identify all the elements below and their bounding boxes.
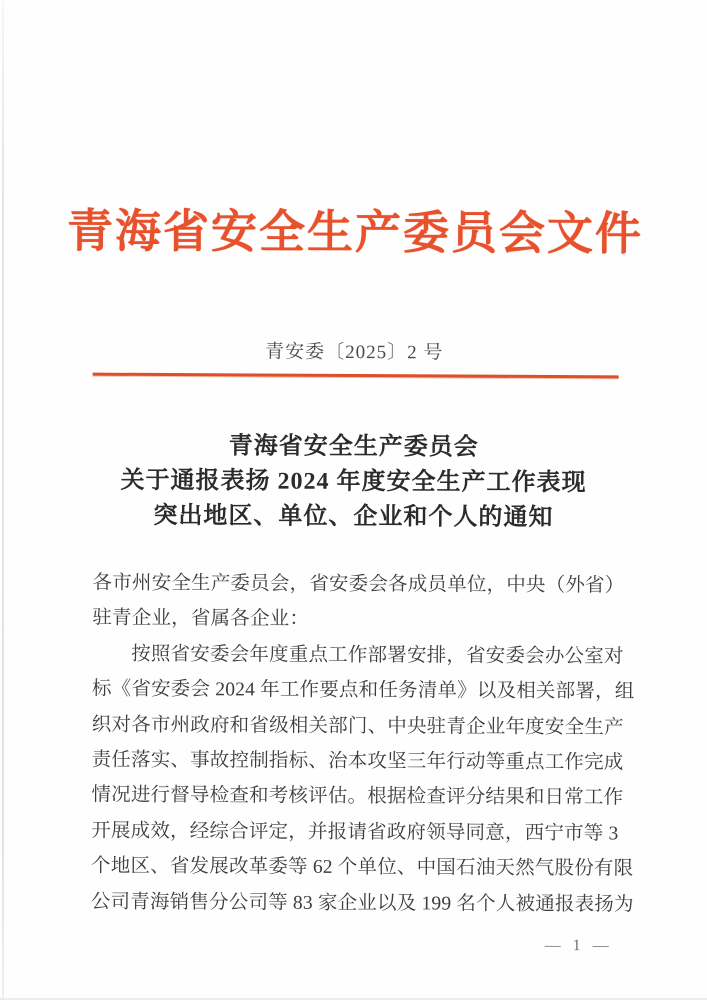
red-separator-line xyxy=(93,373,619,379)
body-line: 责任落实、事故控制指标、治本攻坚三年行动等重点工作完成 xyxy=(91,749,624,774)
body-line: 驻青企业，省属各企业： xyxy=(92,608,310,631)
document-title-line: 关于通报表扬 2024 年度安全生产工作表现 xyxy=(120,467,587,497)
body-line: 标《省安委会 2024 年工作要点和任务清单》以及相关部署，组 xyxy=(91,678,635,703)
document-title xyxy=(0,428,707,537)
document-header-title: 青海省安全生产委员会文件 xyxy=(66,205,644,260)
document-title-line: 青海省安全生产委员会 xyxy=(228,433,479,461)
body-line: 织对各市州政府和省级相关部门、中央驻青企业年度安全生产 xyxy=(91,714,624,739)
page-number: — 1 — xyxy=(544,937,613,955)
body-line: 公司青海销售分公司等 83 家企业以及 199 名个人被通报表扬为 xyxy=(90,891,634,916)
body-line: 个地区、省发展改革委等 62 个单位、中国石油天然气股份有限 xyxy=(91,855,634,880)
body-line: 按照省安委会年度重点工作部署安排，省安委会办公室对 xyxy=(131,643,624,668)
document-title-line: 突出地区、单位、企业和个人的通知 xyxy=(153,502,554,532)
body-line: 各市州安全生产委员会，省安委会各成员单位，中央（外省） xyxy=(92,572,625,597)
document-body xyxy=(90,566,635,923)
document-number: 青安委〔2025〕2 号 xyxy=(265,341,444,364)
body-line: 开展成效，经综合评定，并报请省政府领导同意，西宁市等 3 xyxy=(91,820,619,845)
body-line: 情况进行督导检查和考核评估。根据检查评分结果和日常工作 xyxy=(91,785,624,809)
